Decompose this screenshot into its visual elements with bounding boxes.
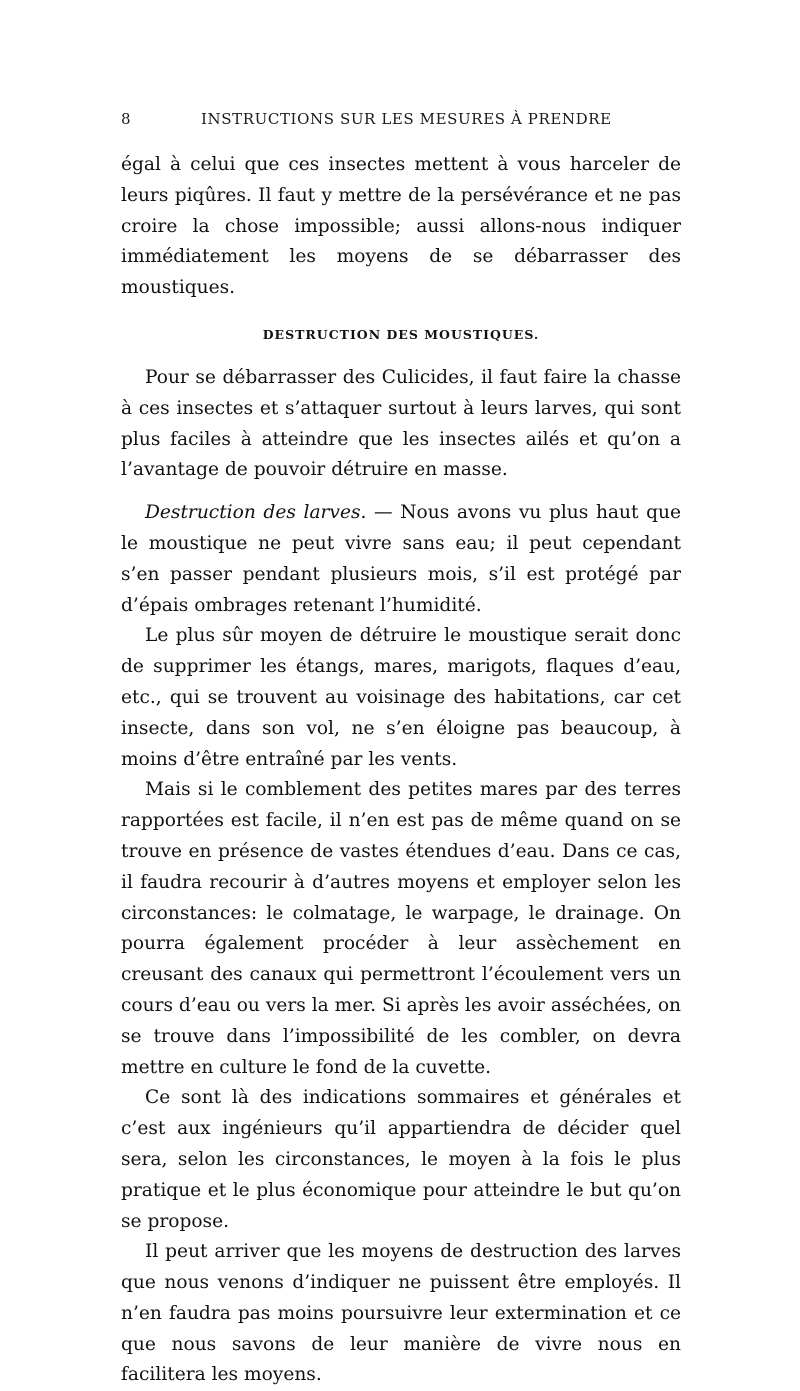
paragraph-comblement: Mais si le comblement des petites mares par des terres rapportées est facile, il n’en est pas de même quand on se trouve en présence de vastes étendues d’eau. Dans ce cas, il faudra recourir à d’autres moyens et employer selon les circonstances: le colmatage, le warpage, le drainage. On pourra également procéder à leur assèchement en creusant des canaux qui permettront l’écoulement vers un cours d’eau ou vers la mer. Si après les avoir asséchées, on se trouve dans l’impossibilité de les combler, on devra mettre en culture le fond de la cuvette. [121,779,681,1078]
paragraph-moyen: Le plus sûr moyen de détruire le moustique serait donc de supprimer les étangs, mares, marigots, flaques d’eau, etc., qui se trouvent au voisinage des habitations, car cet insecte, dans son vol, ne s’en éloigne pas beaucoup, à moins d’être entraîné par les vents. [121,625,681,770]
page-number: 8 [121,110,132,128]
paragraph-intro: Pour se débarrasser des Culicides, il faut faire la chasse à ces insectes et s’attaquer surtout à leurs larves, qui sont plus faciles à atteindre que les insectes ailés et qu’on a l’avantage de pouvoir détruire en masse. [121,366,681,481]
running-head [121,110,681,136]
run-in-heading: Destruction des larves. — [145,502,393,524]
paragraph-indications: Ce sont là des indications sommaires et générales et c’est aux ingénieurs qu’il appartiendra de décider quel sera, selon les circonstances, le moyen à la fois le plus pratique et le plus économique pour atteindre le but qu’on se propose. [121,1087,681,1232]
paragraph-extermination: Il peut arriver que les moyens de destruction des larves que nous venons d’indiquer ne puissent être employés. Il n’en faudra pas moins poursuivre leur extermination et ce que nous savons de leur manière de vivre nous en facilitera les moyens. [121,1241,681,1386]
paragraph-larves-text: Nous avons vu plus haut que le moustique ne peut vivre sans eau; il peut cependant s’en passer pendant plusieurs mois, s’il est protégé par d’épais ombrages retenant l’humidité. [121,502,681,616]
running-head-title: INSTRUCTIONS SUR LES MESURES À PRENDRE [201,110,612,128]
paragraph-larves [121,498,681,621]
book-page [121,110,681,1391]
section-heading: DESTRUCTION DES MOUSTIQUES. [262,326,540,342]
body-text [121,150,681,1391]
paragraph-continuation: égal à celui que ces insectes mettent à vous harceler de leurs piqûres. Il faut y mettre de la persévérance et ne pas croire la chose impossible; aussi allons-nous indiquer immédiatement les moyens de se débarrasser des moustiques. [121,154,681,299]
